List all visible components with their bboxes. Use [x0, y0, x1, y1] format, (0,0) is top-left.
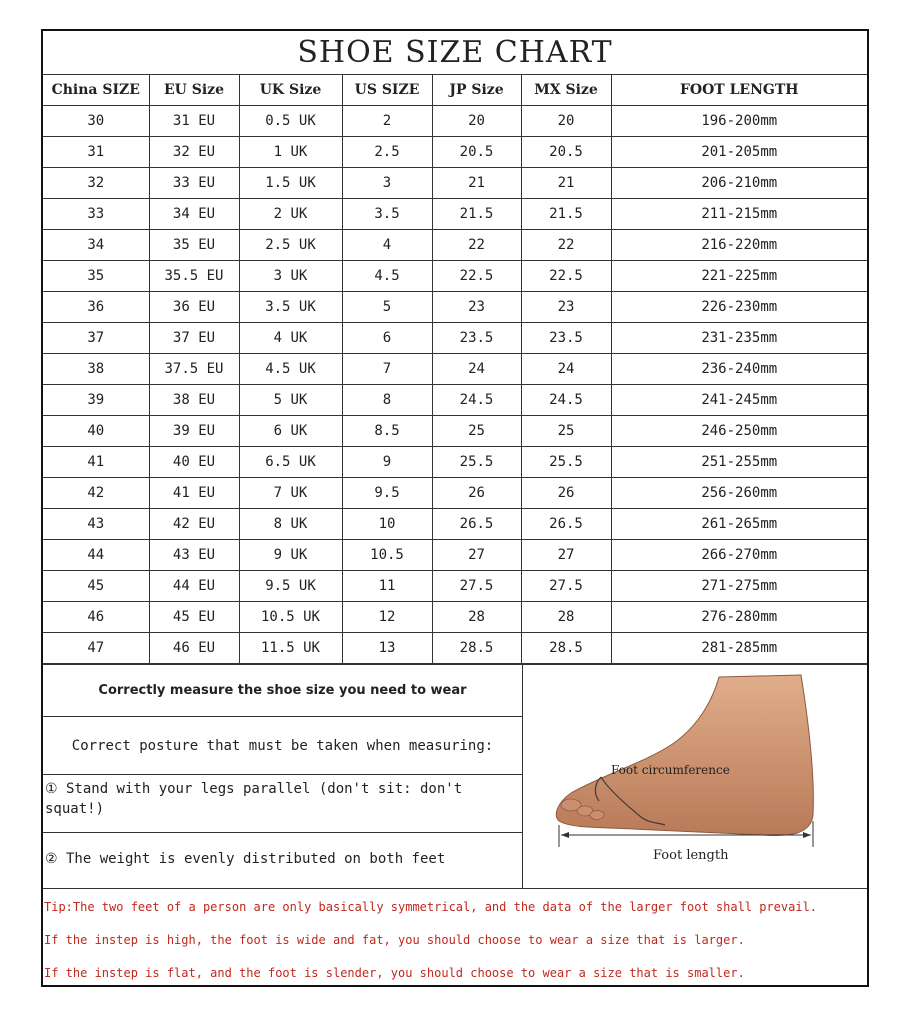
table-row: [43, 106, 867, 137]
table-cell: 2.5 UK: [239, 230, 342, 261]
table-cell: 25.5: [521, 447, 611, 478]
table-cell: 256-260mm: [611, 478, 867, 509]
table-cell: 26: [432, 478, 521, 509]
table-cell: 38: [43, 354, 149, 385]
table-cell: 8 UK: [239, 509, 342, 540]
table-cell: 44 EU: [149, 571, 239, 602]
table-cell: 24.5: [521, 385, 611, 416]
tip-high-instep: If the instep is high, the foot is wide and fat, you should choose to wear a size that is larger.: [44, 933, 745, 947]
table-cell: 41 EU: [149, 478, 239, 509]
table-cell: 31: [43, 137, 149, 168]
column-header: US SIZE: [342, 74, 432, 106]
table-cell: 26.5: [432, 509, 521, 540]
table-cell: 37: [43, 323, 149, 354]
table-row: [43, 602, 867, 633]
table-cell: 40: [43, 416, 149, 447]
table-cell: 21: [521, 168, 611, 199]
table-cell: 13: [342, 633, 432, 664]
table-cell: 26: [521, 478, 611, 509]
table-cell: 20.5: [432, 137, 521, 168]
table-cell: 6.5 UK: [239, 447, 342, 478]
table-cell: 27: [432, 540, 521, 571]
table-cell: 45 EU: [149, 602, 239, 633]
column-header: JP Size: [432, 74, 521, 106]
table-cell: 8.5: [342, 416, 432, 447]
table-cell: 39: [43, 385, 149, 416]
table-cell: 44: [43, 540, 149, 571]
table-row: [43, 292, 867, 323]
table-cell: 246-250mm: [611, 416, 867, 447]
column-header: UK Size: [239, 74, 342, 106]
table-cell: 22.5: [521, 261, 611, 292]
table-cell: 23: [521, 292, 611, 323]
table-cell: 9.5 UK: [239, 571, 342, 602]
table-cell: 10.5: [342, 540, 432, 571]
table-row: [43, 323, 867, 354]
table-cell: 28.5: [521, 633, 611, 664]
table-cell: 37.5 EU: [149, 354, 239, 385]
table-row: [43, 633, 867, 664]
table-cell: 32: [43, 168, 149, 199]
tip-flat-instep: If the instep is flat, and the foot is slender, you should choose to wear a size that is smaller.: [44, 966, 745, 980]
foot-length-label: Foot length: [653, 848, 729, 863]
table-cell: 27.5: [521, 571, 611, 602]
table-row: [43, 137, 867, 168]
table-cell: 236-240mm: [611, 354, 867, 385]
table-cell: 22: [432, 230, 521, 261]
table-row: [43, 385, 867, 416]
table-cell: 25: [521, 416, 611, 447]
chart-title: SHOE SIZE CHART: [43, 31, 867, 75]
table-body: [43, 106, 867, 664]
table-row: [43, 416, 867, 447]
table-cell: 3.5: [342, 199, 432, 230]
table-cell: 12: [342, 602, 432, 633]
table-row: [43, 230, 867, 261]
measure-heading: Correctly measure the shoe size you need to wear: [43, 665, 522, 717]
column-header: EU Size: [149, 74, 239, 106]
table-cell: 3: [342, 168, 432, 199]
foot-illustration: [523, 665, 867, 889]
table-cell: 9: [342, 447, 432, 478]
table-row: [43, 447, 867, 478]
table-cell: 37 EU: [149, 323, 239, 354]
table-cell: 40 EU: [149, 447, 239, 478]
table-cell: 45: [43, 571, 149, 602]
table-cell: 28: [432, 602, 521, 633]
table-cell: 4.5: [342, 261, 432, 292]
column-header: MX Size: [521, 74, 611, 106]
column-header: FOOT LENGTH: [611, 74, 867, 106]
table-cell: 28: [521, 602, 611, 633]
table-cell: 2: [342, 106, 432, 137]
table-cell: 26.5: [521, 509, 611, 540]
measure-section: [43, 664, 867, 889]
table-cell: 8: [342, 385, 432, 416]
table-row: [43, 168, 867, 199]
posture-heading: Correct posture that must be taken when measuring:: [43, 717, 522, 775]
table-cell: 3.5 UK: [239, 292, 342, 323]
table-cell: 9.5: [342, 478, 432, 509]
table-cell: 34 EU: [149, 199, 239, 230]
tip-symmetry: Tip:The two feet of a person are only basically symmetrical, and the data of the larger foot shall prevail.: [44, 900, 818, 914]
table-cell: 34: [43, 230, 149, 261]
table-cell: 4 UK: [239, 323, 342, 354]
table-cell: 231-235mm: [611, 323, 867, 354]
table-cell: 30: [43, 106, 149, 137]
table-cell: 4.5 UK: [239, 354, 342, 385]
table-cell: 196-200mm: [611, 106, 867, 137]
table-header-row: [43, 74, 867, 106]
table-cell: 0.5 UK: [239, 106, 342, 137]
foot-icon: [523, 665, 867, 889]
table-cell: 42 EU: [149, 509, 239, 540]
table-cell: 47: [43, 633, 149, 664]
size-chart: [41, 29, 869, 987]
table-cell: 23.5: [432, 323, 521, 354]
table-cell: 11.5 UK: [239, 633, 342, 664]
table-cell: 7 UK: [239, 478, 342, 509]
table-cell: 27: [521, 540, 611, 571]
table-cell: 36 EU: [149, 292, 239, 323]
table-cell: 25: [432, 416, 521, 447]
table-cell: 221-225mm: [611, 261, 867, 292]
table-cell: 266-270mm: [611, 540, 867, 571]
table-cell: 1.5 UK: [239, 168, 342, 199]
table-cell: 24: [521, 354, 611, 385]
step-2: ② The weight is evenly distributed on both feet: [45, 851, 446, 867]
table-cell: 216-220mm: [611, 230, 867, 261]
foot-circumference-label: Foot circumference: [611, 763, 730, 777]
table-cell: 5 UK: [239, 385, 342, 416]
table-cell: 25.5: [432, 447, 521, 478]
table-cell: 39 EU: [149, 416, 239, 447]
table-cell: 20: [521, 106, 611, 137]
table-row: [43, 509, 867, 540]
table-cell: 35 EU: [149, 230, 239, 261]
table-cell: 35.5 EU: [149, 261, 239, 292]
table-cell: 261-265mm: [611, 509, 867, 540]
table-cell: 22: [521, 230, 611, 261]
table-cell: 42: [43, 478, 149, 509]
table-cell: 31 EU: [149, 106, 239, 137]
table-cell: 251-255mm: [611, 447, 867, 478]
table-cell: 36: [43, 292, 149, 323]
table-cell: 20: [432, 106, 521, 137]
table-cell: 1 UK: [239, 137, 342, 168]
table-cell: 28.5: [432, 633, 521, 664]
table-cell: 6: [342, 323, 432, 354]
table-row: [43, 540, 867, 571]
table-cell: 5: [342, 292, 432, 323]
table-cell: 20.5: [521, 137, 611, 168]
table-cell: 7: [342, 354, 432, 385]
table-cell: 32 EU: [149, 137, 239, 168]
step-1: ① Stand with your legs parallel (don't sit: don't squat!): [43, 775, 522, 833]
table-cell: 2 UK: [239, 199, 342, 230]
table-row: [43, 571, 867, 602]
table-cell: 23: [432, 292, 521, 323]
table-cell: 23.5: [521, 323, 611, 354]
table-cell: 271-275mm: [611, 571, 867, 602]
table-cell: 43: [43, 509, 149, 540]
table-cell: 41: [43, 447, 149, 478]
table-cell: 201-205mm: [611, 137, 867, 168]
table-cell: 33: [43, 199, 149, 230]
table-cell: 38 EU: [149, 385, 239, 416]
table-cell: 21: [432, 168, 521, 199]
table-row: [43, 261, 867, 292]
table-cell: 241-245mm: [611, 385, 867, 416]
table-cell: 21.5: [432, 199, 521, 230]
measure-instructions: [43, 665, 523, 889]
table-cell: 46: [43, 602, 149, 633]
table-cell: 10.5 UK: [239, 602, 342, 633]
table-row: [43, 354, 867, 385]
table-cell: 9 UK: [239, 540, 342, 571]
tips-section: [43, 888, 867, 986]
table-cell: 276-280mm: [611, 602, 867, 633]
table-cell: 27.5: [432, 571, 521, 602]
table-cell: 6 UK: [239, 416, 342, 447]
table-cell: 2.5: [342, 137, 432, 168]
column-header: China SIZE: [43, 74, 149, 106]
table-cell: 4: [342, 230, 432, 261]
table-cell: 21.5: [521, 199, 611, 230]
table-cell: 22.5: [432, 261, 521, 292]
table-cell: 11: [342, 571, 432, 602]
size-table: [43, 74, 867, 664]
table-cell: 24: [432, 354, 521, 385]
table-cell: 3 UK: [239, 261, 342, 292]
table-cell: 24.5: [432, 385, 521, 416]
table-row: [43, 199, 867, 230]
table-cell: 211-215mm: [611, 199, 867, 230]
table-cell: 10: [342, 509, 432, 540]
table-cell: 206-210mm: [611, 168, 867, 199]
table-cell: 281-285mm: [611, 633, 867, 664]
table-cell: 35: [43, 261, 149, 292]
table-cell: 226-230mm: [611, 292, 867, 323]
table-cell: 46 EU: [149, 633, 239, 664]
table-row: [43, 478, 867, 509]
table-cell: 43 EU: [149, 540, 239, 571]
table-cell: 33 EU: [149, 168, 239, 199]
